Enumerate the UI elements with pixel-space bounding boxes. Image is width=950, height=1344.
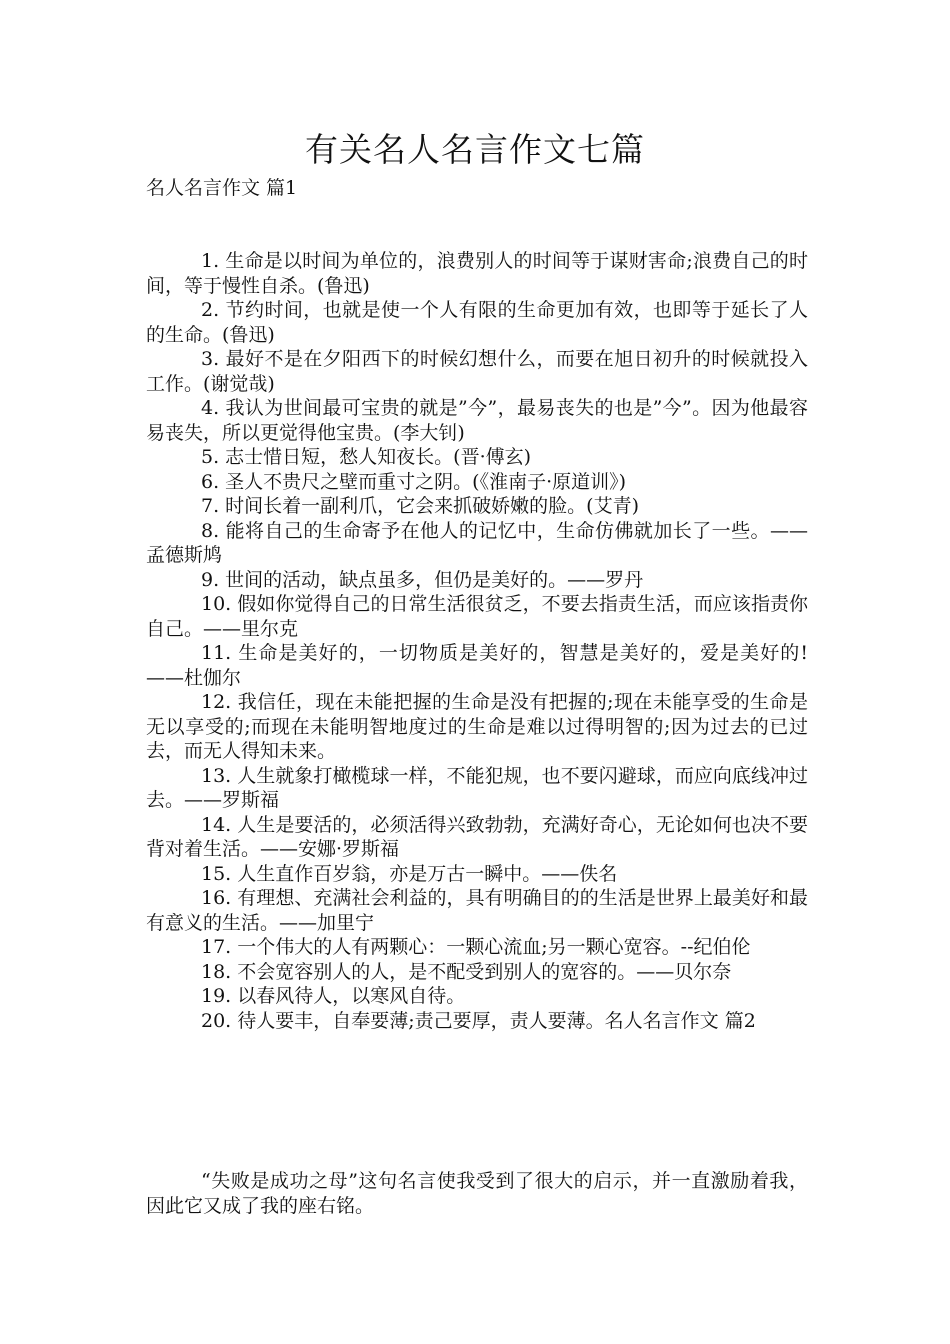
- quote-paragraph: 19. 以春风待人，以寒风自待。: [201, 985, 466, 1007]
- document-title: 有关名人名言作文七篇: [305, 130, 645, 169]
- quote-paragraph: 5. 志士惜日短，愁人知夜长。(晋·傅玄): [201, 446, 532, 468]
- quote-paragraph: 3. 最好不是在夕阳西下的时候幻想什么，而要在旭日初升的时候就投入工作。(谢觉哉): [146, 348, 808, 395]
- quote-paragraph: 4. 我认为世间最可宝贵的就是”今”，最易丧失的也是”今”。因为他最容易丧失，所以更觉得他宝贵。(李大钊): [146, 397, 808, 444]
- quote-paragraph: 8. 能将自己的生命寄予在他人的记忆中，生命仿佛就加长了一些。——孟德斯鸠: [146, 519, 808, 566]
- quote-paragraph: 10. 假如你觉得自己的日常生活很贫乏，不要去指责生活，而应该指责你自己。——里尔克: [146, 593, 808, 640]
- quote-paragraph: 6. 圣人不贵尺之壁而重寸之阴。(《淮南子·原道训》): [201, 470, 627, 493]
- quote-paragraph: 9. 世间的活动，缺点虽多，但仍是美好的。——罗丹: [201, 568, 644, 591]
- essay-body: [146, 1169, 808, 1218]
- quote-paragraph: 12. 我信任，现在未能把握的生命是没有把握的;现在未能享受的生命是无以享受的;而现在未能明智地度过的生命是难以过得明智的;因为过去的已过去，而无人得知未来。: [146, 691, 808, 762]
- quote-paragraph: 15. 人生直作百岁翁，亦是万古一瞬中。——佚名: [201, 862, 618, 885]
- quote-paragraph: 18. 不会宽容别人的人，是不配受到别人的宽容的。——贝尔奈: [201, 960, 732, 983]
- quote-paragraph: 16. 有理想、充满社会利益的，具有明确目的的生活是世界上最美好和最有意义的生活。——加里宁: [146, 887, 808, 934]
- quote-paragraph: 2. 节约时间，也就是使一个人有限的生命更加有效，也即等于延长了人的生命。(鲁迅): [146, 299, 808, 346]
- section-heading: 名人名言作文 篇1: [146, 177, 298, 199]
- quote-paragraph: 13. 人生就象打橄榄球一样，不能犯规，也不要闪避球，而应向底线冲过去。——罗斯福: [146, 764, 808, 811]
- quote-paragraph: 17. 一个伟大的人有两颗心：一颗心流血;另一颗心宽容。--纪伯伦: [201, 936, 751, 958]
- essay-paragraph: “失败是成功之母”这句名言使我受到了很大的启示，并一直激励着我，因此它又成了我的座右铭。: [146, 1170, 808, 1217]
- quote-paragraph: 1. 生命是以时间为单位的，浪费别人的时间等于谋财害命;浪费自己的时间，等于慢性自杀。(鲁迅): [146, 250, 808, 297]
- quote-paragraph: 11. 生命是美好的，一切物质是美好的，智慧是美好的，爱是美好的!——杜伽尔: [146, 642, 808, 689]
- quote-list: [146, 249, 808, 1033]
- quote-paragraph: 7. 时间长着一副利爪，它会来抓破娇嫩的脸。(艾青): [201, 495, 639, 517]
- quote-paragraph: 14. 人生是要活的，必须活得兴致勃勃，充满好奇心，无论如何也决不要背对着生活。——安娜·罗斯福: [146, 813, 808, 860]
- quote-paragraph: 20. 待人要丰，自奉要薄;责己要厚，责人要薄。名人名言作文 篇2: [201, 1009, 756, 1032]
